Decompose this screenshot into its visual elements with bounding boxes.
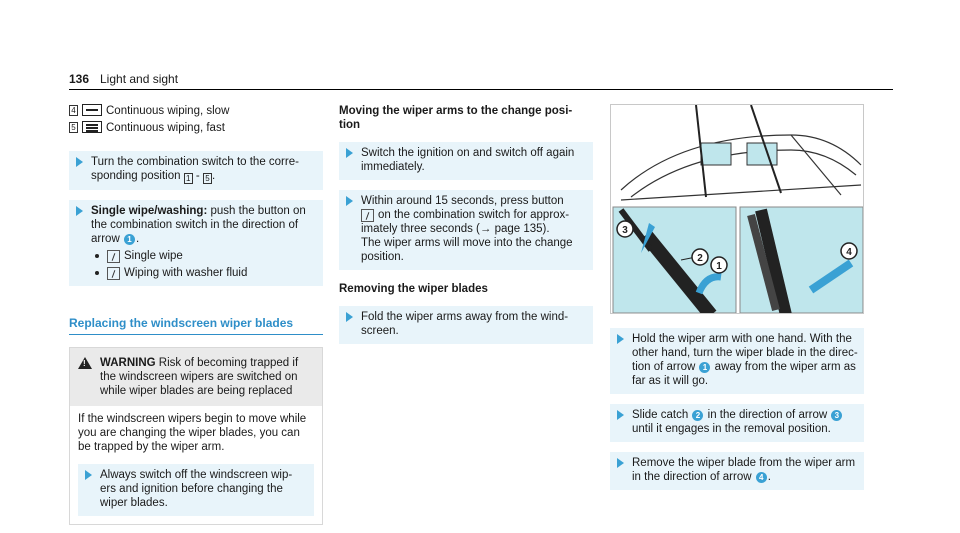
warning-triangle-icon (78, 357, 92, 369)
step-text: in the direction of arrow (632, 471, 752, 483)
warning-text: Risk of becoming trapped if (155, 357, 299, 369)
arrow-number: 1 (699, 362, 710, 373)
step-press-button (339, 190, 593, 270)
step-text: . (211, 170, 216, 182)
step-arrow-icon (346, 196, 353, 206)
step-switch-off (78, 464, 314, 516)
step-ignition (339, 142, 593, 180)
step-text: Within around 15 seconds, press button (361, 195, 564, 207)
step-arrow-icon (76, 206, 83, 216)
subheading-removing: Removing the wiper blades (339, 283, 488, 295)
section-title: Light and sight (100, 72, 179, 86)
page-number: 136 (69, 72, 90, 86)
position-text: Continuous wiping, slow (106, 105, 230, 117)
column-middle (339, 104, 593, 344)
step-text: sponding position (91, 170, 181, 182)
position-number: 4 (69, 105, 78, 116)
step-text: Switch the ignition on and switch off again (361, 147, 575, 159)
single-wipe-icon (107, 250, 120, 263)
warning-body-text: If the windscreen wipers begin to move while (78, 413, 307, 425)
position-line-5 (69, 121, 323, 135)
step-arrow-icon (346, 148, 353, 158)
step-text: Fold the wiper arms away from the wind- (361, 311, 569, 323)
step-text: Slide catch (632, 409, 689, 421)
step-arrow-icon (617, 334, 624, 344)
page-header (69, 70, 893, 90)
warning-body-text: you are changing the wiper blades, you can (78, 427, 300, 439)
warning-text: while wiper blades are being replaced (100, 385, 293, 397)
continuous-fast-icon (82, 121, 102, 133)
warning-label: WARNING (100, 357, 156, 369)
step-text: Remove the wiper blade from the wiper arm (632, 457, 856, 469)
step-text: wiper blades. (100, 497, 168, 509)
list-item-text: Wiping with washer fluid (124, 267, 248, 279)
car-outline (621, 135, 861, 200)
step-text: other hand, turn the wiper blade in the direc- (632, 347, 858, 359)
step-hold-arm (610, 328, 864, 394)
arrow-number: 1 (124, 234, 135, 245)
step-text: Hold the wiper arm with one hand. With the (632, 333, 852, 345)
step-turn-switch (69, 151, 323, 190)
step-text: tion of arrow (632, 361, 696, 373)
step-text: Turn the combination switch to the corre- (91, 156, 299, 168)
highlight-box-left (701, 143, 731, 165)
list-item-text: Single wipe (124, 250, 183, 262)
subheading-text: Moving the wiper arms to the change posi- (339, 105, 573, 117)
position-number: 5 (69, 122, 78, 133)
continuous-slow-icon (82, 104, 102, 116)
position-number: 1 (184, 173, 193, 184)
step-single-wipe (69, 200, 323, 286)
step-text: until it engages in the removal position. (632, 423, 831, 435)
bullet-icon (95, 254, 99, 258)
highlight-box-right (747, 143, 777, 165)
step-text: ers and ignition before changing the (100, 483, 283, 495)
step-remove-blade (610, 452, 864, 490)
step-arrow-icon (617, 410, 624, 420)
step-text: arrow (91, 233, 120, 245)
step-text: the combination switch in the direction of (91, 219, 299, 231)
figure-label-1: 1 (716, 261, 722, 272)
arrow-number: 3 (831, 410, 842, 421)
catch-number: 2 (692, 410, 703, 421)
column-right (610, 104, 864, 490)
washer-fluid-icon (107, 267, 120, 280)
step-text: Always switch off the windscreen wip- (100, 469, 293, 481)
figure-label-4: 4 (846, 247, 852, 258)
subheading-change-position (339, 104, 593, 132)
list-item (91, 266, 317, 280)
step-fold-arms (339, 306, 593, 344)
step-arrow-icon (85, 470, 92, 480)
step-text: position. (361, 251, 404, 263)
position-line-4 (69, 104, 323, 118)
step-text: . (135, 233, 140, 245)
washer-fluid-icon (361, 209, 374, 222)
warning-box (69, 347, 323, 525)
step-arrow-icon (617, 458, 624, 468)
bullet-icon (95, 271, 99, 275)
column-left (69, 104, 323, 525)
step-text: screen. (361, 325, 399, 337)
warning-body (70, 406, 322, 524)
section-heading: Replacing the windscreen wiper blades (69, 316, 323, 335)
step-text: The wiper arms will move into the change (361, 237, 573, 249)
step-text: imately three seconds (→ page 135). (361, 223, 550, 235)
warning-text: the windscreen wipers are switched on (100, 371, 298, 383)
step-text: push the button on (207, 205, 306, 217)
wiper-diagram (611, 105, 864, 314)
step-arrow-icon (76, 157, 83, 167)
step-text: . (767, 471, 771, 483)
step-text: away from the wiper arm as (711, 361, 856, 373)
step-slide-catch (610, 404, 864, 442)
step-arrow-icon (346, 312, 353, 322)
list-item (91, 249, 317, 263)
step-label: Single wipe/washing: (91, 205, 208, 217)
arrow-number: 4 (756, 472, 767, 483)
figure-label-2: 2 (697, 253, 703, 264)
step-text: far as it will go. (632, 375, 709, 387)
step-text: immediately. (361, 161, 425, 173)
position-number: 5 (203, 173, 212, 184)
warning-body-text: be trapped by the wiper arm. (78, 441, 225, 453)
wiper-illustration (610, 104, 864, 314)
figure-label-3: 3 (622, 225, 628, 236)
step-text: on the combination switch for approx- (378, 209, 570, 221)
position-text: Continuous wiping, fast (106, 122, 225, 134)
step-text: in the direction of arrow (704, 409, 828, 421)
range-separator: - (192, 170, 203, 182)
warning-header (70, 348, 322, 406)
subheading-text: tion (339, 119, 361, 131)
